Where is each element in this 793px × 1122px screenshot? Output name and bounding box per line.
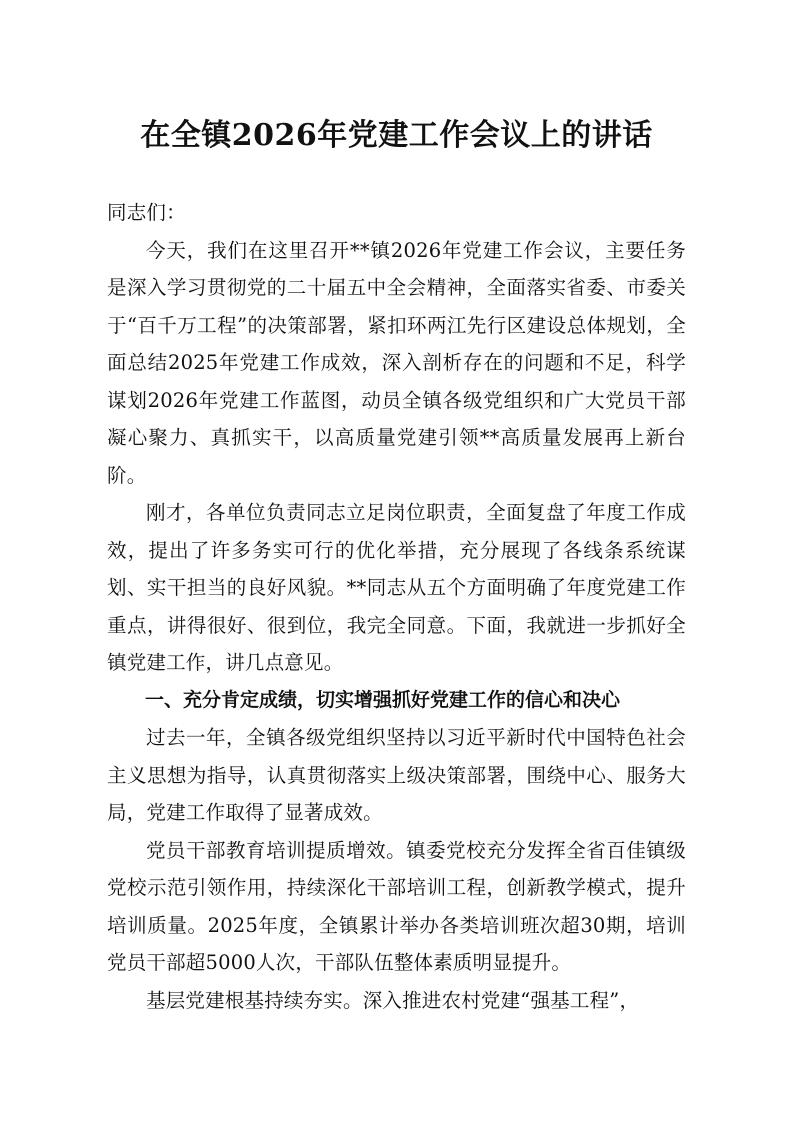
paragraph-grassroots: 基层党建根基持续夯实。深入推进农村党建“强基工程”，	[146, 988, 640, 1012]
paragraph-training: 党员干部教育培训提质增效。镇委党校充分发挥全省百佳镇级党校示范引领作用，持续深化干部培训工程，创新教学模式，提升培训质量。2025年度，全镇累计举办各类培训班次超30期，培训党员干部超5000人次，干部队伍整体素质明显提升。	[107, 838, 686, 974]
section-heading-1: 一、充分肯定成绩，切实增强抓好党建工作的信心和决心	[145, 688, 621, 711]
paragraph-review: 刚才，各单位负责同志立足岗位职责，全面复盘了年度工作成效，提出了许多务实可行的优化举措，充分展现了各线条系统谋划、实干担当的良好风貌。**同志从五个方面明确了年度党建工作重点，讲得很好、很到位，我完全同意。下面，我就进一步抓好全镇党建工作，讲几点意见。	[107, 501, 686, 674]
paragraph-opening: 今天，我们在这里召开**镇2026年党建工作会议，主要任务是深入学习贯彻党的二十届五中全会精神，全面落实省委、市委关于“百千万工程”的决策部署，紧扣环两江先行区建设总体规划，全面总结2025年党建工作成效，深入剖析存在的问题和不足，科学谋划2026年党建工作蓝图，动员全镇各级党组织和广大党员干部凝心聚力、真抓实干，以高质量党建引领**高质量发展再上新台阶。	[107, 238, 686, 487]
paragraph-achievements: 过去一年，全镇各级党组织坚持以习近平新时代中国特色社会主义思想为指导，认真贯彻落实上级决策部署，围绕中心、服务大局，党建工作取得了显著成效。	[107, 726, 686, 824]
salutation: 同志们：	[107, 201, 186, 224]
document-title: 在全镇2026年党建工作会议上的讲话	[140, 118, 653, 153]
document-body	[107, 194, 686, 1019]
